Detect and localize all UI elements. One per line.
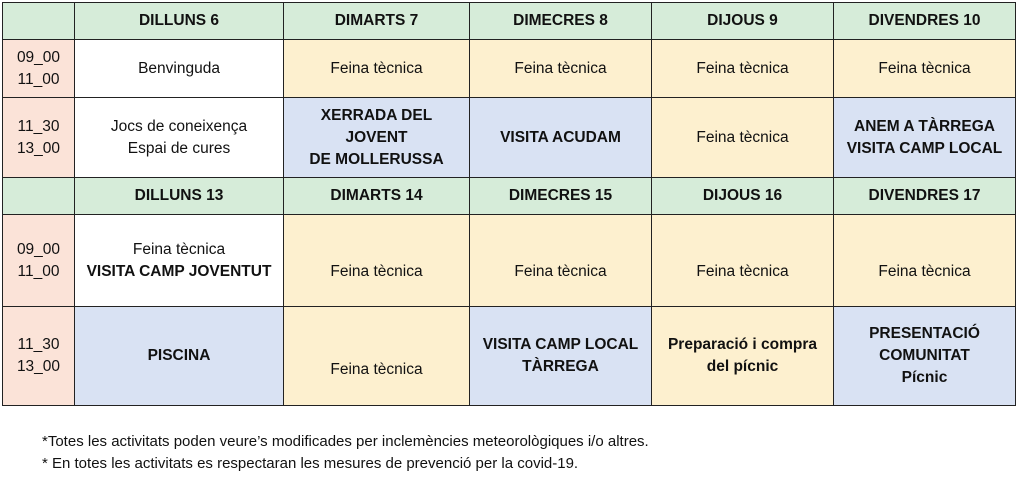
- activity-cell: [834, 40, 1016, 98]
- activity-cell: [652, 40, 834, 98]
- day-header: DILLUNS 6: [75, 3, 284, 40]
- activity-cell: [470, 307, 652, 406]
- activity-cell: [75, 215, 284, 307]
- time-start: 09_00: [16, 48, 61, 66]
- week2-header-row: [3, 178, 1016, 215]
- activity-text: Feina tècnica: [514, 262, 607, 280]
- activity-text: COMUNITAT: [879, 347, 970, 364]
- activity-cell: [75, 40, 284, 98]
- activity-text: Feina tècnica: [132, 240, 226, 258]
- week1-slot2-row: [3, 98, 1016, 178]
- time-slot-cell: [3, 307, 75, 406]
- activity-text: Feina tècnica: [330, 262, 423, 280]
- time-end: 11_00: [17, 70, 60, 88]
- activity-text: Pícnic: [901, 369, 948, 386]
- activity-text: Feina tècnica: [878, 262, 971, 280]
- activity-text: del pícnic: [706, 358, 779, 375]
- time-end: 13_00: [16, 139, 61, 157]
- day-header: DIMECRES 15: [470, 178, 652, 215]
- activity-cell: [284, 215, 470, 307]
- activity-text: Feina tècnica: [696, 59, 789, 77]
- week1-slot1-row: [3, 40, 1016, 98]
- footnotes: [42, 431, 649, 475]
- activity-text: PRESENTACIÓ: [869, 325, 980, 342]
- time-slot-cell: [3, 40, 75, 98]
- week2-slot1-row: [3, 215, 1016, 307]
- activity-text: Espai de cures: [127, 139, 231, 157]
- time-start: 09_00: [16, 240, 61, 258]
- time-end: 11_00: [17, 262, 60, 280]
- day-header: DIMARTS 14: [284, 178, 470, 215]
- header-corner: [3, 3, 75, 40]
- schedule-table: [2, 2, 1016, 406]
- day-header: DIJOUS 16: [652, 178, 834, 215]
- activity-text: Feina tècnica: [514, 59, 607, 77]
- activity-cell: [652, 307, 834, 406]
- time-start: 11_30: [17, 336, 60, 353]
- activity-text: VISITA CAMP LOCAL: [846, 139, 1003, 157]
- time-start: 11_30: [17, 117, 60, 135]
- footnote-covid: * En totes les activitats es respectaran les mesures de prevenció per la covid-19.: [42, 455, 579, 472]
- week2-slot2-row: [3, 307, 1016, 406]
- activity-cell: [470, 40, 652, 98]
- activity-cell: [470, 98, 652, 178]
- activity-text: VISITA CAMP LOCAL: [482, 336, 639, 353]
- activity-text: XERRADA DEL JOVENT: [320, 106, 433, 146]
- activity-text: Jocs de coneixença: [110, 117, 248, 135]
- activity-text: Feina tècnica: [878, 59, 971, 77]
- header-corner: [3, 178, 75, 215]
- activity-cell: [652, 98, 834, 178]
- footnote-weather: *Totes les activitats poden veure’s modificades per inclemències meteorològiques i/o altres.: [42, 433, 649, 450]
- activity-text: VISITA CAMP JOVENTUT: [86, 262, 272, 280]
- activity-cell: [75, 307, 284, 406]
- day-header: DIVENDRES 17: [834, 178, 1016, 215]
- day-header: DIMARTS 7: [284, 3, 470, 40]
- day-header: DIMECRES 8: [470, 3, 652, 40]
- activity-cell: [834, 98, 1016, 178]
- activity-text: PISCINA: [147, 347, 211, 364]
- day-header: DIJOUS 9: [652, 3, 834, 40]
- activity-text: Feina tècnica: [696, 262, 789, 280]
- day-header: DILLUNS 13: [75, 178, 284, 215]
- activity-text: Feina tècnica: [330, 59, 423, 77]
- activity-text: DE MOLLERUSSA: [309, 150, 444, 168]
- activity-cell: [652, 215, 834, 307]
- activity-cell: [284, 307, 470, 406]
- day-header: DIVENDRES 10: [834, 3, 1016, 40]
- activity-text: Feina tècnica: [696, 128, 789, 146]
- activity-cell: [834, 307, 1016, 406]
- activity-cell: [284, 98, 470, 178]
- activity-cell: [284, 40, 470, 98]
- activity-text: TÀRREGA: [522, 358, 599, 375]
- activity-text: VISITA ACUDAM: [500, 128, 621, 146]
- week1-header-row: [3, 3, 1016, 40]
- time-slot-cell: [3, 215, 75, 307]
- activity-text: ANEM A TÀRREGA: [854, 117, 995, 135]
- activity-text: Benvinguda: [138, 59, 220, 77]
- activity-cell: [470, 215, 652, 307]
- activity-text: Preparació i compra: [667, 336, 818, 353]
- time-slot-cell: [3, 98, 75, 178]
- activity-text: Feina tècnica: [330, 360, 423, 378]
- activity-cell: [834, 215, 1016, 307]
- activity-cell: [75, 98, 284, 178]
- time-end: 13_00: [16, 358, 61, 375]
